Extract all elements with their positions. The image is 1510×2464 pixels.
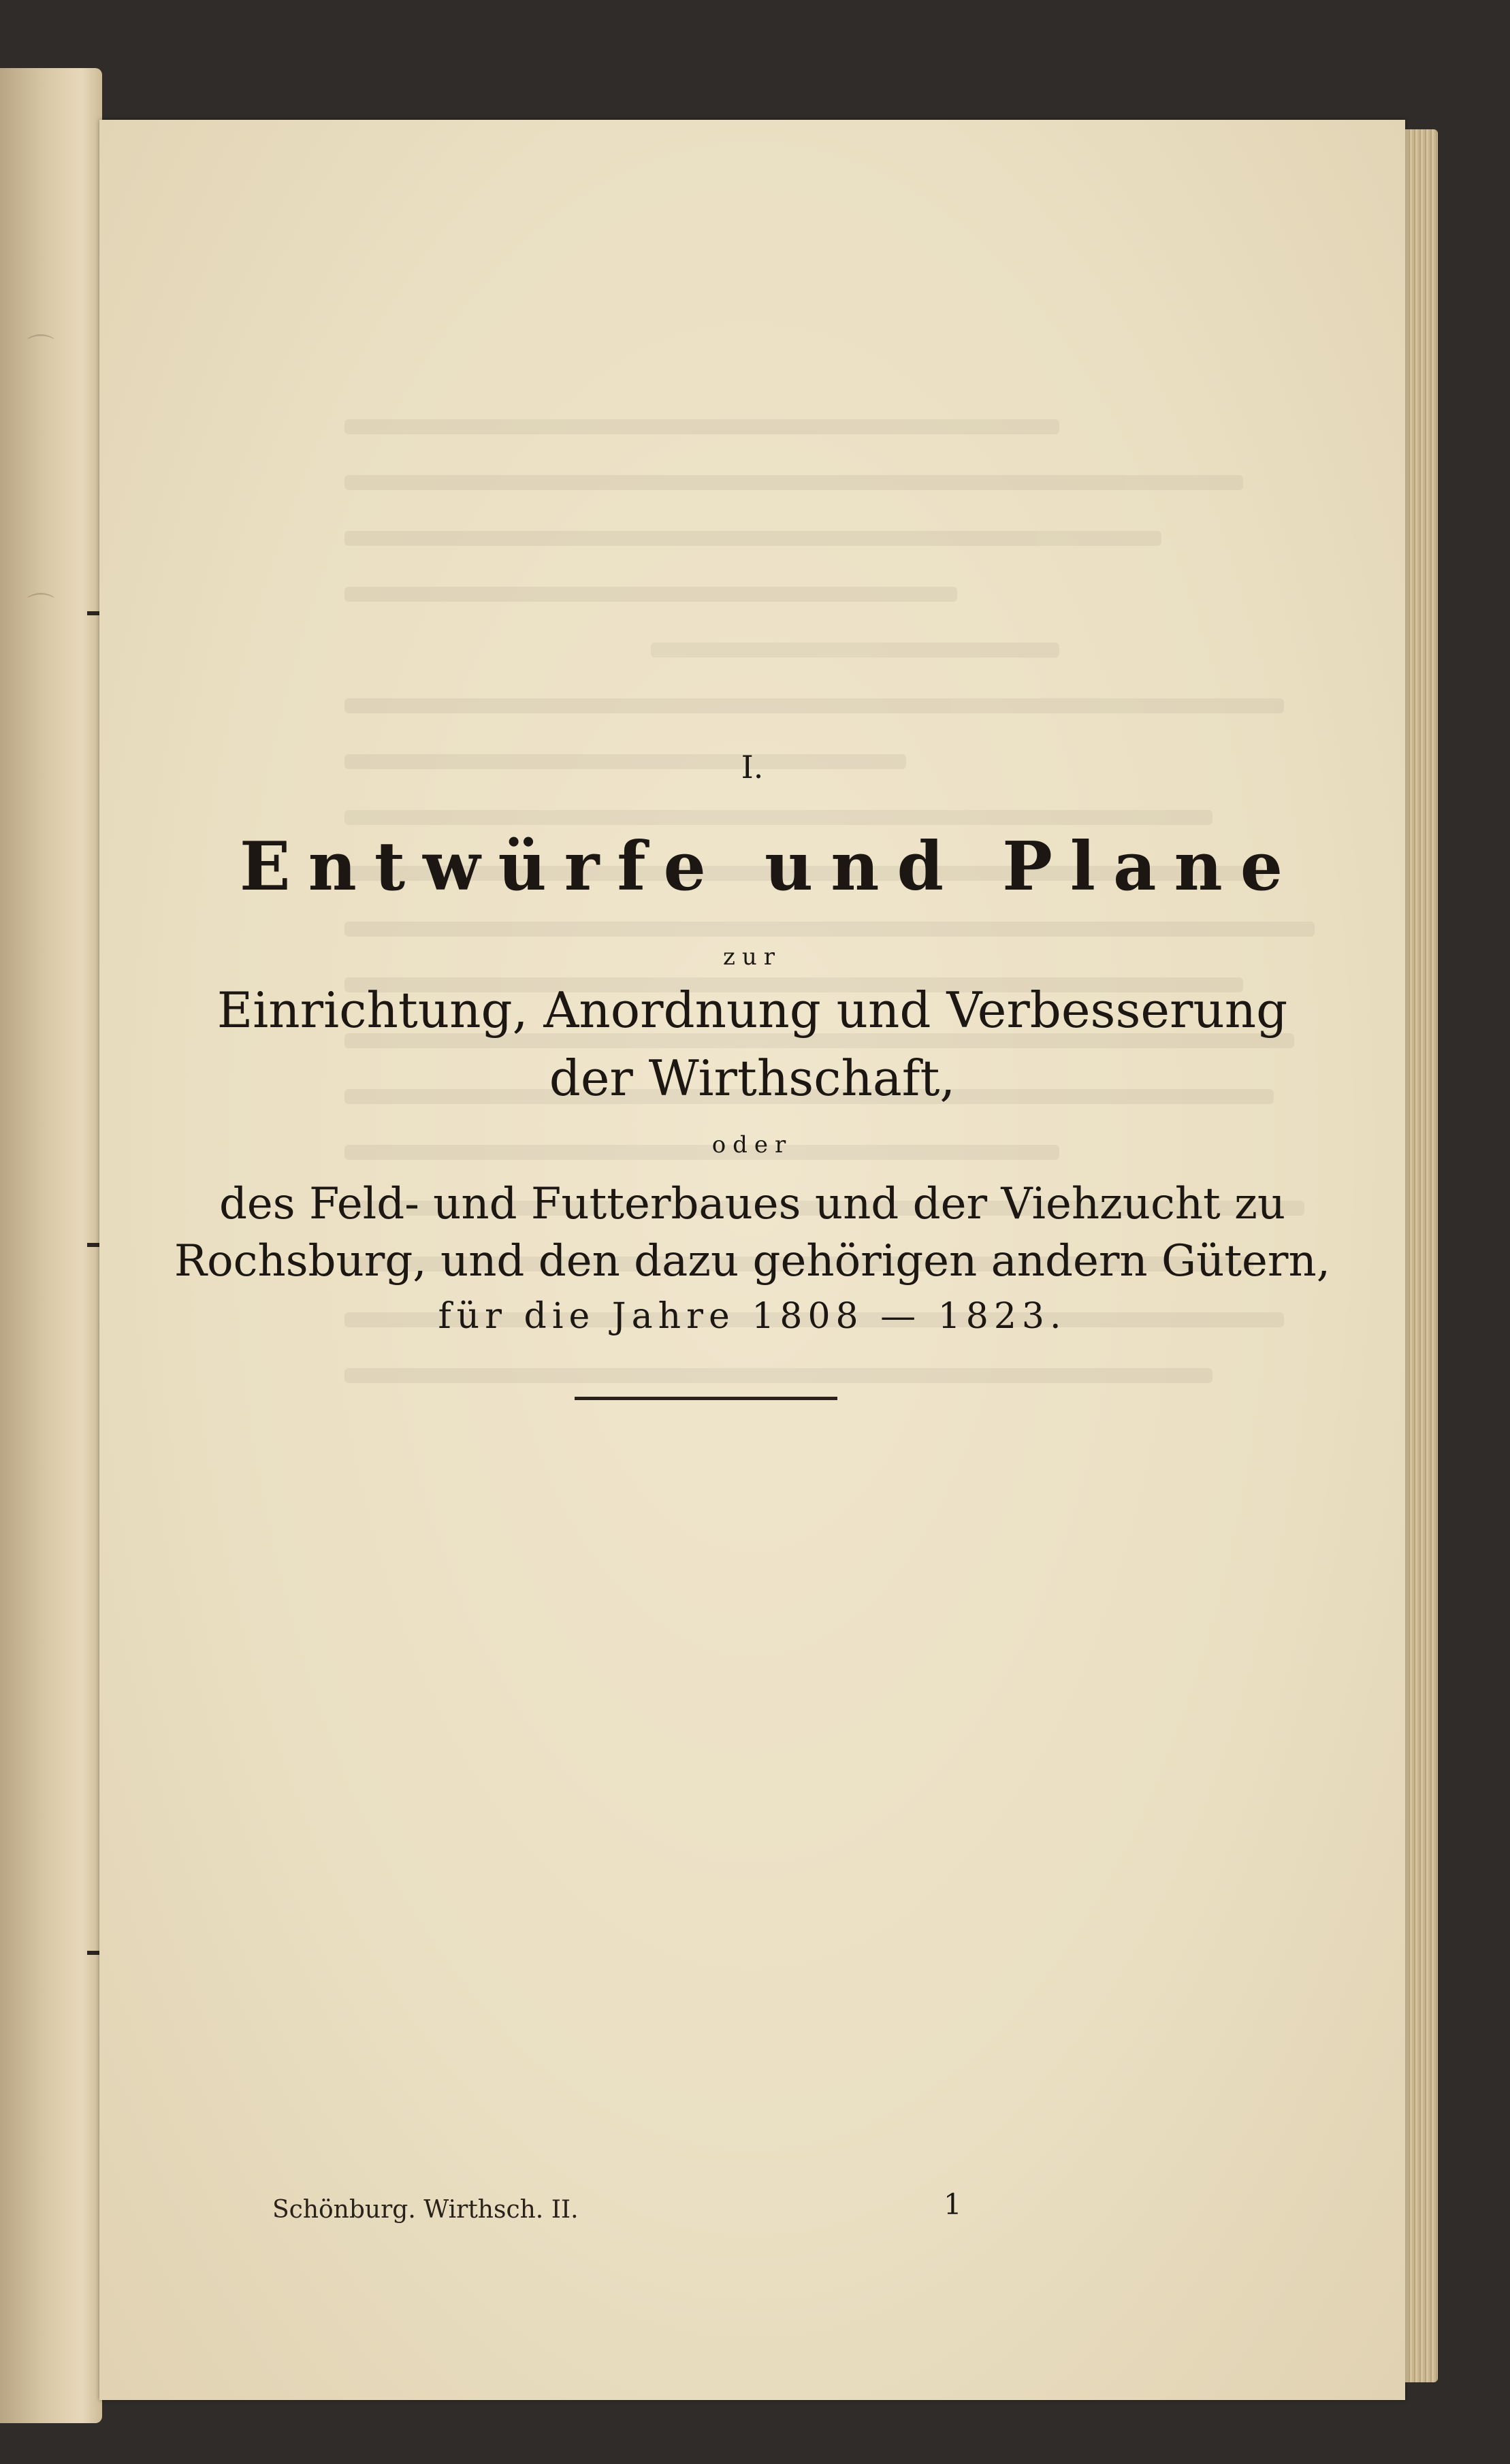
subtitle-line: Einrichtung, Anordnung und Verbesserung [216,982,1288,1039]
date-range-line: für die Jahre 1808 — 1823. [438,1296,1067,1337]
page-title: Entwürfe und Plane [239,828,1301,906]
section-numeral: I. [741,749,764,785]
signature-mark: Schönburg. Wirthsch. II. [272,2196,579,2224]
sheet-number: 1 [944,2188,962,2221]
subtitle-line: Rochsburg, und den dazu gehörigen andern Gütern, [174,1236,1331,1286]
subtitle-line: der Wirthschaft, [549,1050,956,1107]
subtitle-line: des Feld- und Futterbaues und der Viehzucht zu [219,1179,1286,1229]
connector-word: oder [711,1131,793,1158]
divider-rule [575,1397,837,1400]
binding-mark [87,611,99,615]
binding-mark [87,1951,99,1955]
bleed-through-mark: ⌒ [27,591,54,623]
book-page [99,120,1405,2400]
bleed-through-mark: ⌒ [27,333,54,364]
connector-word: zur [722,943,782,971]
binding-mark [87,1243,99,1247]
show-through-text [344,419,1366,2257]
